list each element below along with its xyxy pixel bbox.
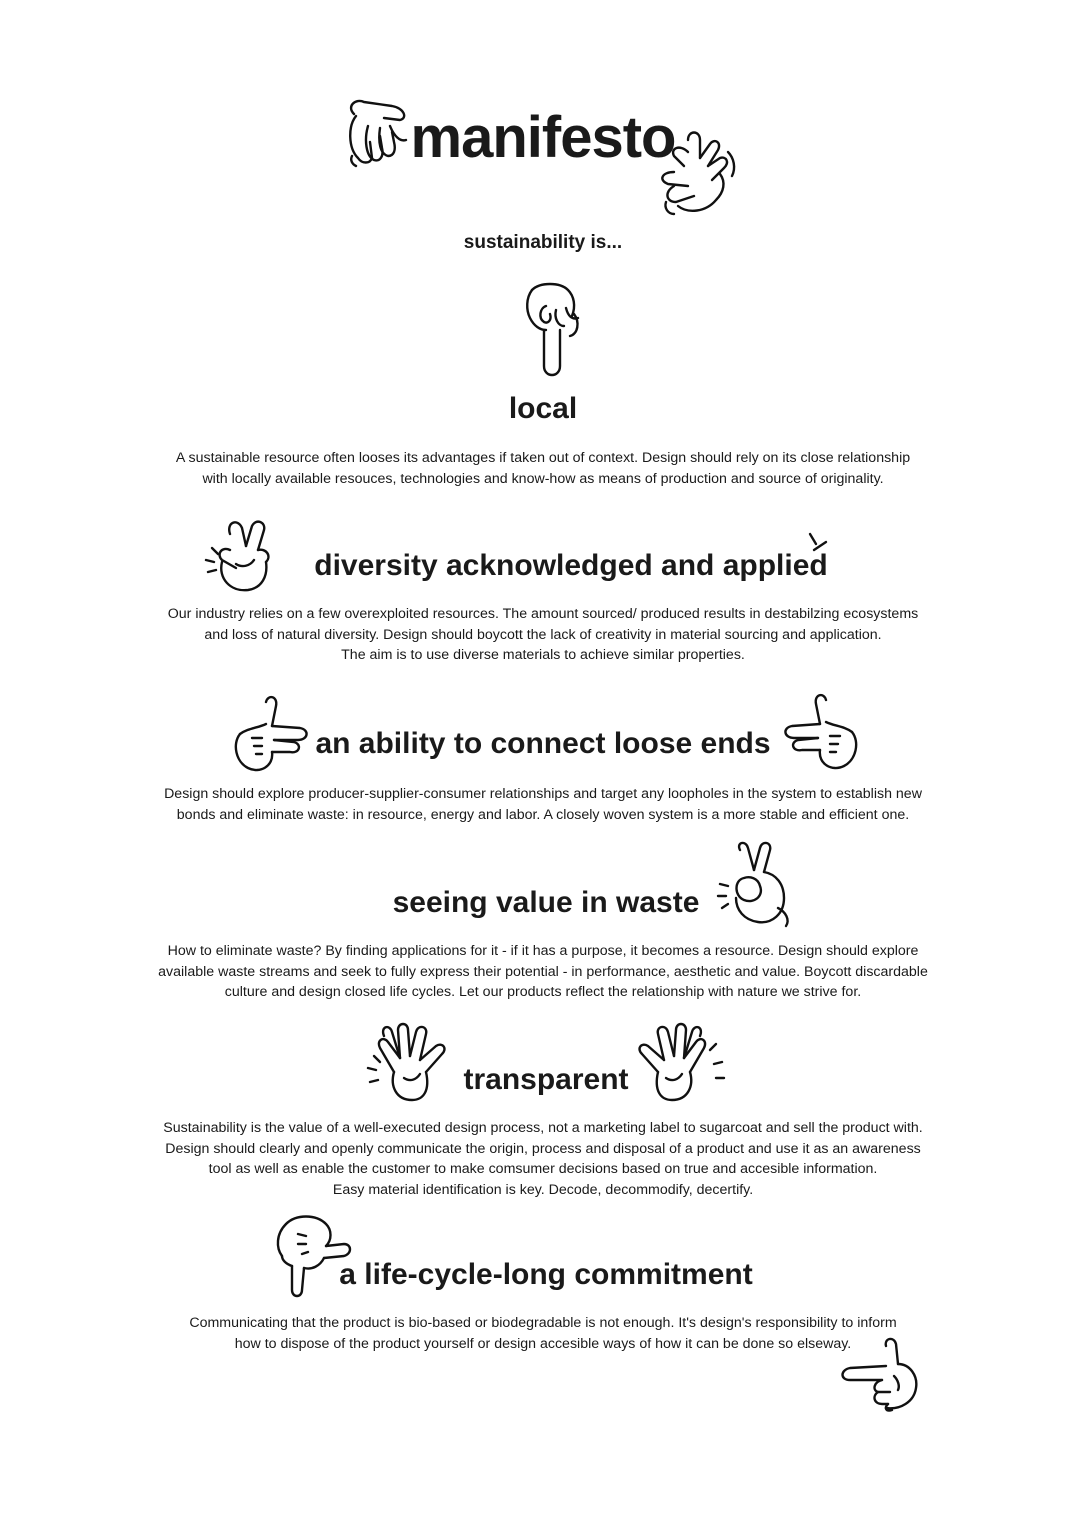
hand-pointing-left-bottom-icon xyxy=(838,1336,924,1414)
section-body-diversity xyxy=(0,604,1086,666)
body-line: Sustainability is the value of a well-executed design process, not a marketing label to sugarcoat and sell the product with. xyxy=(163,1120,923,1136)
body-line: Design should clearly and openly communicate the origin, process and disposal of a product and use it as an awareness xyxy=(165,1140,921,1157)
body-line: how to dispose of the product yourself or design accesible ways of how it can be done so elseway. xyxy=(234,1335,852,1352)
body-line: available waste streams and seek to fully express their potential - in performance, aesthetic and value. Boycott discardable xyxy=(158,963,928,980)
body-line: Design should explore producer-supplier-consumer relationships and target any loopholes in the system to establish new xyxy=(164,786,922,802)
section-heading-diversity: diversity acknowledged and applied xyxy=(314,549,828,582)
body-line: and loss of natural diversity. Design should boycott the lack of creativity in material sourcing and application. xyxy=(204,626,882,643)
body-line: Communicating that the product is bio-based or biodegradable is not enough. It's design's responsibility to inform xyxy=(189,1315,897,1331)
page-subtitle: sustainability is... xyxy=(463,232,623,253)
body-line: Our industry relies on a few overexploited resources. The amount sourced/ produced results in destabilzing ecosystems xyxy=(167,606,919,622)
section-body-local xyxy=(0,448,1086,489)
section-body-transparent xyxy=(0,1118,1086,1200)
body-line: Easy material identification is key. Decode, decommodify, decertify. xyxy=(332,1181,754,1198)
section-body-connect xyxy=(0,784,1086,825)
section-heading-waste: seeing value in waste xyxy=(392,886,700,919)
section-body-waste xyxy=(0,941,1086,1003)
page-title: manifesto xyxy=(410,105,676,170)
body-line: How to eliminate waste? By finding applications for it - if it has a purpose, it becomes a resource. Design should explore xyxy=(167,943,919,959)
section-heading-connect: an ability to connect loose ends xyxy=(315,727,771,760)
body-line: The aim is to use diverse materials to achieve similar properties. xyxy=(341,647,745,664)
section-heading-local: local xyxy=(508,392,578,425)
body-line: A sustainable resource often looses its advantages if taken out of context. Design should rely on its close relationship xyxy=(175,450,911,466)
body-line: bonds and eliminate waste: in resource, energy and labor. A closely woven system is a more stable and efficient one. xyxy=(176,806,910,823)
body-line: with locally available resouces, technologies and know-how as means of production and source of originality. xyxy=(202,470,884,487)
section-heading-transparent: transparent xyxy=(463,1063,629,1096)
body-line: tool as well as enable the customer to make comsumer decisions based on true and accesible information. xyxy=(208,1161,878,1178)
section-heading-commitment: a life-cycle-long commitment xyxy=(339,1258,753,1291)
hand-wave-icon xyxy=(344,96,416,172)
hand-open-icon xyxy=(654,122,738,218)
body-line: culture and design closed life cycles. Let our products reflect the relationship with nature we strive for. xyxy=(224,984,862,1001)
hand-pointing-down-icon xyxy=(518,282,584,382)
